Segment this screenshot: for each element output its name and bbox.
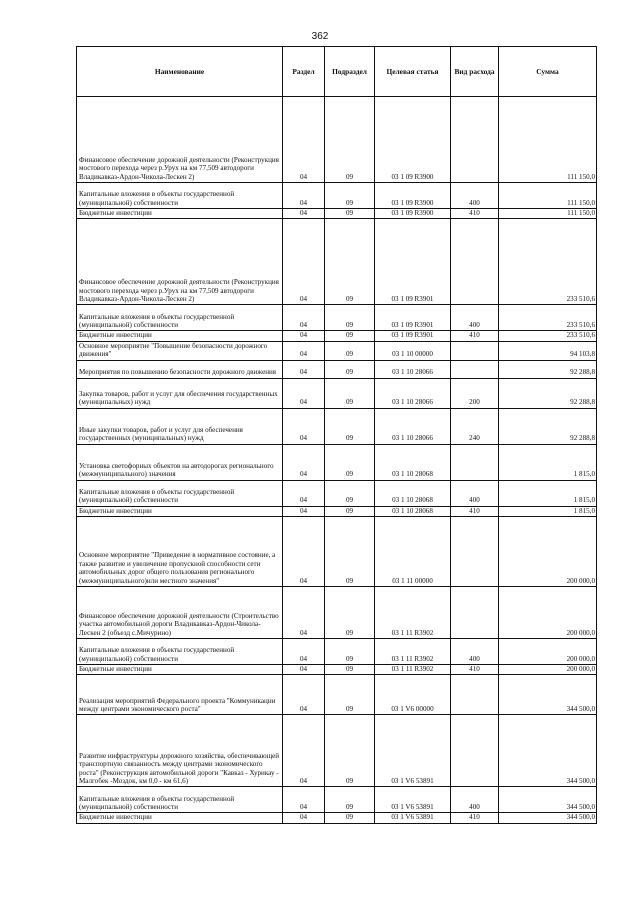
header-row <box>77 47 597 97</box>
cell-summa: 344 500,0 <box>499 675 597 715</box>
cell-summa: 111 150,0 <box>499 183 597 209</box>
cell-razdel: 04 <box>283 665 325 675</box>
cell-summa: 233 510,6 <box>499 331 597 341</box>
cell-razdel: 04 <box>283 787 325 813</box>
table-row <box>77 480 597 506</box>
cell-podrazdel: 09 <box>325 813 375 823</box>
cell-vid <box>451 715 499 787</box>
cell-name: Реализация мероприятий Федерального проекта "Коммуникации между центрами экономического роста" <box>77 675 283 715</box>
cell-name: Бюджетные инвестиции <box>77 665 283 675</box>
cell-statya: 03 1 V6 00000 <box>375 675 451 715</box>
cell-razdel: 04 <box>283 209 325 219</box>
cell-name: Бюджетные инвестиции <box>77 506 283 516</box>
cell-statya: 03 1 11 R3902 <box>375 587 451 639</box>
cell-statya: 03 1 09 R3901 <box>375 219 451 305</box>
cell-summa: 1 815,0 <box>499 506 597 516</box>
table-row <box>77 378 597 408</box>
cell-statya: 03 1 11 R3902 <box>375 665 451 675</box>
cell-razdel: 04 <box>283 480 325 506</box>
table-row <box>77 331 597 341</box>
cell-podrazdel: 09 <box>325 675 375 715</box>
cell-statya: 03 1 09 R3901 <box>375 305 451 331</box>
cell-vid <box>451 444 499 480</box>
cell-name: Финансовое обеспечение дорожной деятельности (Реконструкция мостового перехода через р.Урух на км 77,509 автодороги Владикавказ-Ардон-Чикола-Лескен 2) <box>77 97 283 183</box>
cell-podrazdel: 09 <box>325 331 375 341</box>
cell-vid: 400 <box>451 480 499 506</box>
cell-vid <box>451 219 499 305</box>
cell-podrazdel: 09 <box>325 378 375 408</box>
cell-statya: 03 1 09 R3901 <box>375 331 451 341</box>
cell-podrazdel: 09 <box>325 209 375 219</box>
cell-summa: 1 815,0 <box>499 480 597 506</box>
cell-vid: 410 <box>451 331 499 341</box>
cell-summa: 92 288,8 <box>499 408 597 444</box>
cell-podrazdel: 09 <box>325 305 375 331</box>
table-row <box>77 183 597 209</box>
cell-statya: 03 1 11 R3902 <box>375 639 451 665</box>
cell-podrazdel: 09 <box>325 715 375 787</box>
table-row <box>77 665 597 675</box>
cell-podrazdel: 09 <box>325 183 375 209</box>
header-vid: Вид расхода <box>451 47 499 97</box>
table-row <box>77 715 597 787</box>
header-razdel: Раздел <box>283 47 325 97</box>
table-row <box>77 813 597 823</box>
cell-razdel: 04 <box>283 517 325 587</box>
cell-summa: 344 500,0 <box>499 715 597 787</box>
cell-summa: 92 288,8 <box>499 360 597 378</box>
cell-name: Установка светофорных объектов на автодорогах регионального (межмуниципального) значения <box>77 444 283 480</box>
cell-statya: 03 1 11 00000 <box>375 517 451 587</box>
budget-table <box>76 46 597 824</box>
cell-statya: 03 1 10 28066 <box>375 360 451 378</box>
cell-vid <box>451 97 499 183</box>
cell-name: Бюджетные инвестиции <box>77 209 283 219</box>
header-podrazdel: Подраздел <box>325 47 375 97</box>
table-row <box>77 97 597 183</box>
cell-summa: 233 510,6 <box>499 305 597 331</box>
cell-name: Иные закупки товаров, работ и услуг для обеспечения государственных (муниципальных) нужд <box>77 408 283 444</box>
cell-name: Бюджетные инвестиции <box>77 331 283 341</box>
cell-summa: 200 000,0 <box>499 517 597 587</box>
header-statya: Целевая статья <box>375 47 451 97</box>
table-row <box>77 675 597 715</box>
cell-name: Капитальные вложения в объекты государственной (муниципальной) собственности <box>77 305 283 331</box>
table-row <box>77 444 597 480</box>
cell-summa: 344 500,0 <box>499 787 597 813</box>
cell-statya: 03 1 10 28068 <box>375 506 451 516</box>
cell-vid: 400 <box>451 787 499 813</box>
cell-statya: 03 1 10 28066 <box>375 408 451 444</box>
cell-name: Бюджетные инвестиции <box>77 813 283 823</box>
cell-vid: 400 <box>451 183 499 209</box>
table-row <box>77 639 597 665</box>
cell-name: Финансовое обеспечение дорожной деятельности (Строительство участка автомобильной дороги Владикавказ-Ардон-Чикола-Лескен 2 (объезд с.Мичурино) <box>77 587 283 639</box>
cell-summa: 111 150,0 <box>499 209 597 219</box>
cell-razdel: 04 <box>283 408 325 444</box>
cell-summa: 344 500,0 <box>499 813 597 823</box>
cell-razdel: 04 <box>283 97 325 183</box>
cell-statya: 03 1 10 28068 <box>375 444 451 480</box>
table-row <box>77 517 597 587</box>
header-summa: Сумма <box>499 47 597 97</box>
cell-name: Капитальные вложения в объекты государственной (муниципальной) собственности <box>77 787 283 813</box>
cell-statya: 03 1 10 00000 <box>375 341 451 360</box>
cell-razdel: 04 <box>283 506 325 516</box>
table-row <box>77 787 597 813</box>
cell-podrazdel: 09 <box>325 480 375 506</box>
cell-summa: 1 815,0 <box>499 444 597 480</box>
cell-name: Закупка товаров, работ и услуг для обеспечения государственных (муниципальных) нужд <box>77 378 283 408</box>
header-name: Наименование <box>77 47 283 97</box>
cell-vid <box>451 675 499 715</box>
table-row <box>77 209 597 219</box>
cell-statya: 03 1 09 R3900 <box>375 183 451 209</box>
cell-podrazdel: 09 <box>325 408 375 444</box>
cell-razdel: 04 <box>283 219 325 305</box>
cell-razdel: 04 <box>283 675 325 715</box>
cell-statya: 03 1 10 28068 <box>375 480 451 506</box>
cell-razdel: 04 <box>283 305 325 331</box>
cell-razdel: 04 <box>283 813 325 823</box>
table-row <box>77 408 597 444</box>
cell-statya: 03 1 V6 53891 <box>375 787 451 813</box>
cell-vid: 410 <box>451 506 499 516</box>
cell-razdel: 04 <box>283 331 325 341</box>
table-row <box>77 360 597 378</box>
cell-vid <box>451 587 499 639</box>
cell-podrazdel: 09 <box>325 665 375 675</box>
cell-podrazdel: 09 <box>325 444 375 480</box>
cell-name: Финансовое обеспечение дорожной деятельности (Реконструкция мостового перехода через р.Урух на км 77,509 автодороги Владикавказ-Ардон-Чикола-Лескен 2) <box>77 219 283 305</box>
cell-summa: 200 000,0 <box>499 639 597 665</box>
cell-name: Мероприятия по повышению безопасности дорожного движения <box>77 360 283 378</box>
cell-vid: 400 <box>451 305 499 331</box>
cell-summa: 94 103,8 <box>499 341 597 360</box>
cell-name: Капитальные вложения в объекты государственной (муниципальной) собственности <box>77 480 283 506</box>
cell-podrazdel: 09 <box>325 97 375 183</box>
cell-razdel: 04 <box>283 715 325 787</box>
cell-statya: 03 1 10 28066 <box>375 378 451 408</box>
cell-podrazdel: 09 <box>325 506 375 516</box>
cell-name: Капитальные вложения в объекты государственной (муниципальной) собственности <box>77 183 283 209</box>
cell-razdel: 04 <box>283 639 325 665</box>
table-row <box>77 506 597 516</box>
cell-razdel: 04 <box>283 587 325 639</box>
page-number: 362 <box>311 31 329 42</box>
cell-vid <box>451 517 499 587</box>
cell-vid: 200 <box>451 378 499 408</box>
cell-podrazdel: 09 <box>325 787 375 813</box>
cell-summa: 92 288,8 <box>499 378 597 408</box>
cell-summa: 200 000,0 <box>499 665 597 675</box>
cell-summa: 111 150,0 <box>499 97 597 183</box>
cell-podrazdel: 09 <box>325 341 375 360</box>
cell-podrazdel: 09 <box>325 587 375 639</box>
cell-statya: 03 1 09 R3900 <box>375 209 451 219</box>
table-row <box>77 305 597 331</box>
table-row <box>77 341 597 360</box>
cell-razdel: 04 <box>283 444 325 480</box>
cell-vid: 410 <box>451 813 499 823</box>
table-body <box>77 97 597 824</box>
cell-name: Развитие инфраструктуры дорожного хозяйства, обеспечивающей транспортную связанность между центрами экономического роста" (Реконструкция автомобильной дороги "Кавказ - Хурикау - Малгобек -Моздок, км 0,0 - км 61,6) <box>77 715 283 787</box>
cell-vid: 410 <box>451 665 499 675</box>
cell-name: Основное мероприятие "Повышение безопасности дорожного движения" <box>77 341 283 360</box>
cell-podrazdel: 09 <box>325 517 375 587</box>
cell-razdel: 04 <box>283 341 325 360</box>
cell-statya: 03 1 09 R3900 <box>375 97 451 183</box>
table-row <box>77 219 597 305</box>
table-row <box>77 587 597 639</box>
cell-vid: 240 <box>451 408 499 444</box>
cell-podrazdel: 09 <box>325 639 375 665</box>
cell-vid <box>451 341 499 360</box>
cell-razdel: 04 <box>283 183 325 209</box>
cell-name: Капитальные вложения в объекты государственной (муниципальной) собственности <box>77 639 283 665</box>
cell-podrazdel: 09 <box>325 219 375 305</box>
cell-summa: 233 510,6 <box>499 219 597 305</box>
cell-statya: 03 1 V6 53891 <box>375 813 451 823</box>
cell-name: Основное мероприятие "Приведение в нормативное состояние, а также развитие и увеличение пропускной способности сети автомобильных дорог общего пользования регионального (межмуниципального)или местного значения" <box>77 517 283 587</box>
cell-vid: 410 <box>451 209 499 219</box>
cell-statya: 03 1 V6 53891 <box>375 715 451 787</box>
cell-razdel: 04 <box>283 378 325 408</box>
cell-vid <box>451 360 499 378</box>
cell-podrazdel: 09 <box>325 360 375 378</box>
cell-razdel: 04 <box>283 360 325 378</box>
cell-vid: 400 <box>451 639 499 665</box>
cell-summa: 200 000,0 <box>499 587 597 639</box>
